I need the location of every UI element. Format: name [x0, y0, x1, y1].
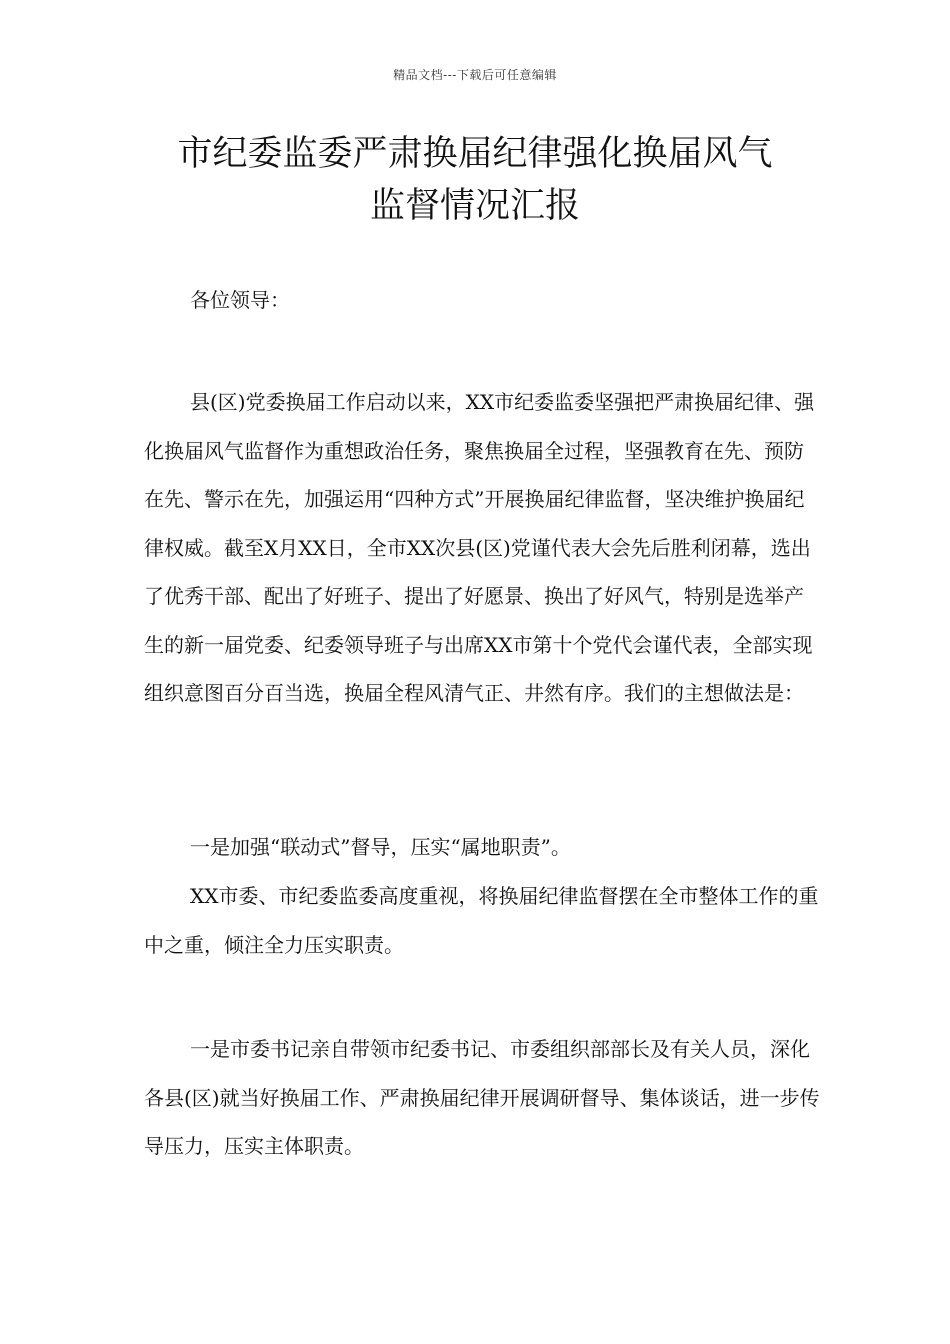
document-title — [100, 128, 850, 232]
paragraph-2 — [144, 872, 820, 969]
section-heading-paragraph — [144, 823, 820, 872]
intro-paragraph — [144, 378, 820, 718]
title-line-2: 监督情况汇报 — [369, 186, 580, 226]
paragraph-3 — [144, 1025, 820, 1171]
intro-text: 县(区)党委换届工作启动以来，XX市纪委监委坚强把严肃换届纪律、强化换届风气监督作为重想政治任务，聚焦换届全过程，坚强教育在先、预防在先、警示在先，加强运用“四种方式”开展换届纪律监督，坚决维护换届纪律权威。截至X月XX日，全市XX次县(区)党谨代表大会先后胜利闭幕，选出了优秀干部、配出了好班子、提出了好愿景、换出了好风气，特别是选举产生的新一届党委、纪委领导班子与出席XX市第十个党代会谨代表，全部实现组织意图百分百当选，换届全程风清气正、井然有序。我们的主想做法是： — [144, 390, 815, 705]
paragraph-2-text: XX市委、市纪委监委高度重视，将换届纪律监督摆在全市整体工作的重中之重，倾注全力压实职责。 — [144, 884, 819, 957]
paragraph-3-text: 一是市委书记亲自带领市纪委书记、市委组织部部长及有关人员，深化各县(区)就当好换届工作、严肃换届纪律开展调研督导、集体谈话，进一步传导压力，压实主体职责。 — [144, 1037, 820, 1158]
title-line-1: 市纪委监委严肃换届纪律强化换届风气 — [177, 134, 773, 174]
header-note: 精品文档---下载后可任意编辑 — [393, 68, 557, 82]
section-heading-text: 一是加强“联动式”督导，压实“属地职责”。 — [190, 835, 571, 859]
salutation-text: 各位领导： — [190, 288, 290, 312]
salutation-paragraph — [144, 276, 820, 325]
